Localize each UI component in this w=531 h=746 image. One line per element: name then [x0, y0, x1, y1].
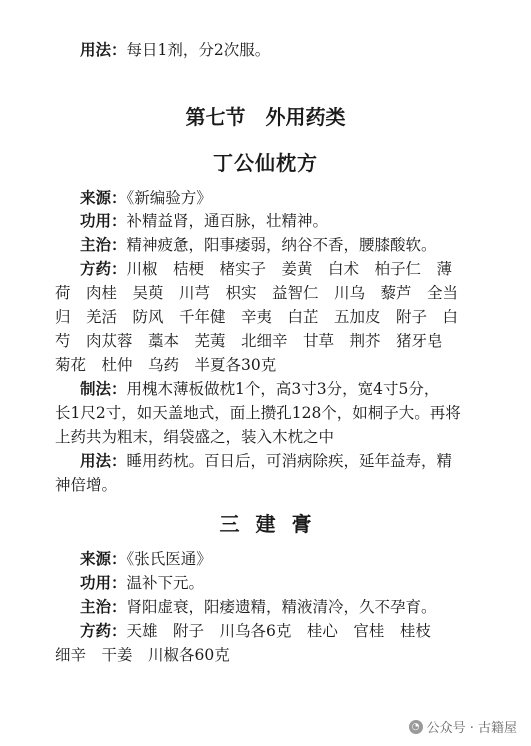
function-label: 功用：	[80, 574, 127, 592]
function-text: 补精益肾，通百脉，壮精神。	[126, 212, 329, 230]
source-text: 《新编验方》	[126, 189, 212, 207]
indication-line-2	[80, 597, 485, 617]
top-usage-line	[80, 40, 485, 60]
function-text: 温补下元。	[126, 574, 205, 592]
indication-line-1	[80, 235, 485, 255]
preparation-line-3: 上药共为粗末，绢袋盛之，装入木枕之中	[55, 428, 335, 446]
recipe2-line-1	[80, 621, 485, 641]
recipe-line-2: 荷 肉桂 吴萸 川芎 枳实 益智仁 川乌 藜芦 全当	[55, 284, 459, 302]
indication-label: 主治：	[80, 236, 127, 254]
indication-label: 主治：	[80, 598, 127, 616]
source-text: 《张氏医通》	[126, 550, 212, 568]
watermark-text: 公众号 · 古籍屋	[426, 721, 517, 736]
usage-text: 睡用药枕。百日后，可消病除疾，延年益寿，精	[126, 452, 453, 470]
source-line-1	[80, 188, 485, 208]
usage-text: 每日1剂，分2次服。	[126, 41, 271, 59]
function-label: 功用：	[80, 212, 127, 230]
usage-label: 用法：	[80, 452, 127, 470]
wechat-icon: ◔	[409, 720, 423, 734]
watermark	[409, 717, 517, 736]
preparation-line-1	[80, 379, 485, 399]
recipe-line-5: 菊花 杜仲 乌药 半夏各30克	[55, 356, 277, 374]
recipe2-line-2: 细辛 干姜 川椒各60克	[55, 646, 230, 664]
preparation-line-2: 长1尺2寸，如天盖地式，面上攒孔128个，如桐子大。再将	[55, 404, 461, 422]
recipe-text: 天雄 附子 川乌各6克 桂心 官桂 桂枝	[126, 622, 431, 640]
usage-line-1	[80, 451, 485, 471]
source-label: 来源：	[80, 189, 127, 207]
source-line-2	[80, 549, 485, 569]
usage-label: 用法：	[80, 41, 127, 59]
recipe-label: 方药：	[80, 622, 127, 640]
recipe-line-3: 归 羌活 防风 千年健 辛夷 白芷 五加皮 附子 白	[55, 308, 459, 326]
preparation-text: 用槐木薄板做枕1个，高3寸3分，宽4寸5分，	[126, 380, 440, 398]
preparation-label: 制法：	[80, 380, 127, 398]
function-line-2	[80, 573, 485, 593]
usage-line-2: 神倍增。	[55, 476, 118, 494]
recipe-line-4: 芍 肉苁蓉 藁本 芜荑 北细辛 甘草 荆芥 猪牙皂	[55, 332, 443, 350]
function-line-1	[80, 211, 485, 231]
formula-title-1: 丁公仙枕方	[213, 151, 318, 175]
formula-title-2: 三建膏	[219, 512, 328, 536]
indication-text: 肾阳虚衰，阳痿遗精，精液清冷，久不孕育。	[126, 598, 437, 616]
recipe-label: 方药：	[80, 260, 127, 278]
recipe-line-1	[80, 259, 485, 279]
indication-text: 精神疲惫，阳事痿弱，纳谷不香，腰膝酸软。	[126, 236, 437, 254]
source-label: 来源：	[80, 550, 127, 568]
section-title: 第七节 外用药类	[185, 105, 346, 129]
recipe-text: 川椒 桔梗 楮实子 姜黄 白术 柏子仁 薄	[126, 260, 453, 278]
